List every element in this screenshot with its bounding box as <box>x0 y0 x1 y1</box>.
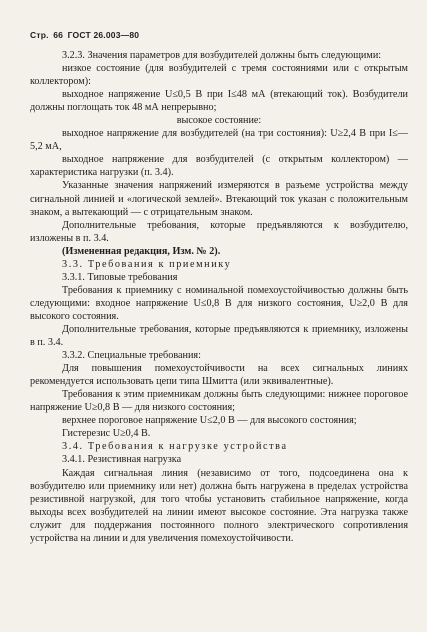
revision-note: (Измененная редакция, Изм. № 2). <box>62 245 221 257</box>
lower-threshold-requirement: Требования к этим приемникам должны быть следующими: нижнее пороговое напряжение U≥0,8 В — для низкого состояния; <box>30 389 408 414</box>
section-3-4-heading: 3.4. Требования к нагрузке устройства <box>62 441 288 453</box>
page-header <box>30 30 139 40</box>
high-state-heading: высокое состояние: <box>176 115 262 127</box>
clause-3-3-1-heading: 3.3.1. Типовые требования <box>62 271 178 283</box>
high-state-tri-state-voltage: выходное напряжение для возбудителей (на три состояния): U≥2,4 В при I≤—5,2 мА, <box>30 128 408 153</box>
schmitt-recommendation: Для повышения помехоустойчивости на всех сигнальных линиях рекомендуется использовать цепи типа Шмитта (или эквивалентные). <box>30 363 408 388</box>
driver-additional-requirements: Дополнительные требования, которые предъявляются к возбудителю, изложены в п. 3.4. <box>30 219 408 244</box>
receiver-additional-requirements: Дополнительные требования, которые предъявляются к приемнику, изложены в п. 3.4. <box>30 323 408 349</box>
low-state-heading: низкое состояние (для возбудителей с тремя состояниями или с открытым коллектором): <box>30 63 408 88</box>
clause-3-2-3: 3.2.3. Значения параметров для возбудителей должны быть следующими: <box>62 50 382 61</box>
page-number: 66 <box>53 30 64 40</box>
upper-threshold-requirement: верхнее пороговое напряжение U≤2,0 В — для высокого состояния; <box>62 415 357 427</box>
resistive-load-text: Каждая сигнальная линия (независимо от того, подсоединена она к возбудителю или приемнику или нет) должна быть нагружена в пределах устройства резистивной нагрузкой, для того чтобы установить стабильное напряжение, когда выходы всех возбудителей на линии имеют высокое состояние. Эта нагрузка также служит для поддержания постоянного полного электрического сопротивления устройства на линии и для увеличения помехоустойчивости. <box>30 467 408 544</box>
section-3-3-heading: 3.3. Требования к приемнику <box>62 258 232 270</box>
standard-designation: ГОСТ 26.003—80 <box>67 30 140 40</box>
high-state-open-collector-voltage: выходное напряжение для возбудителей (с открытым коллектором) — характеристика нагрузки (п. 3.4). <box>30 154 408 179</box>
low-state-output-voltage: выходное напряжение U≤0,5 В при I≤48 мА (втекающий ток). Возбудители должны поглощать ток 48 мА непрерывно; <box>30 89 408 114</box>
document-body <box>30 49 408 545</box>
measurement-note: Указанные значения напряжений измеряются в разъеме устройства между сигнальной линией и «логической землей». Втекающий ток указан с положительным знаком, а вытекающий — с отрицательным знаком. <box>30 180 408 218</box>
page-prefix: Стр. <box>30 30 49 40</box>
hysteresis-requirement: Гистерезис U≥0,4 В. <box>62 428 151 440</box>
receiver-typical-requirements: Требования к приемнику с номинальной помехоустойчивостью должны быть следующими: входное напряжение U≤0,8 В для низкого состояния, U≥2,0 В для высокого состояния. <box>30 284 408 322</box>
clause-3-4-1-heading: 3.4.1. Резистивная нагрузка <box>62 454 182 466</box>
clause-3-3-2-heading: 3.3.2. Специальные требования: <box>62 350 201 362</box>
